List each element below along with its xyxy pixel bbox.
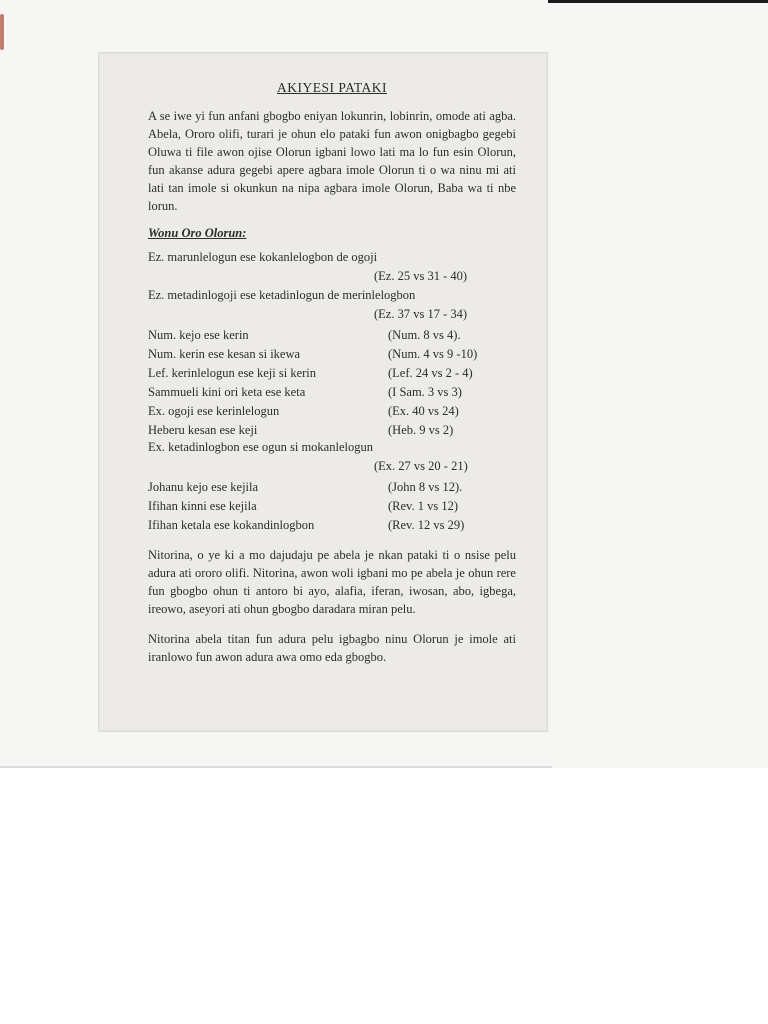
scanner-edge-mark	[0, 14, 4, 50]
reference-row	[148, 420, 516, 439]
reference-row	[148, 363, 516, 382]
reference-cite: (Heb. 9 vs 2)	[388, 422, 454, 437]
reference-row	[148, 477, 516, 496]
reference-text: Ex. ketadinlogbon ese ogun si mokanlelogun	[148, 440, 373, 454]
reference-cite: (Ex. 27 vs 20 - 21)	[374, 459, 468, 473]
section-subheading: Wonu Oro Olorun:	[148, 226, 247, 240]
reference-text: Heberu kesan ese keji	[148, 422, 258, 437]
reference-text: Lef. kerinlelogun ese keji si kerin	[148, 365, 316, 380]
reference-cite: (Num. 8 vs 4).	[388, 327, 461, 342]
reference-cite: (I Sam. 3 vs 3)	[388, 384, 462, 399]
reference-row	[148, 344, 516, 363]
reference-row	[148, 325, 516, 344]
body-paragraph-1: Nitorina, o ye ki a mo dajudaju pe abela je nkan pataki ti o nsise pelu adura ati ororo olifi. Nitorina, awon woli igbani mo pe abela je ohun rere fun gbogbo ohun ti antoro bi ayo, alafia, iferan, iwosan, abo, igbega, ireowo, aseyori ati ohun gbogbo daradara miran pelu.	[148, 548, 516, 616]
reference-row	[148, 496, 516, 515]
reference-row	[148, 515, 516, 534]
document-title: AKIYESI PATAKI	[276, 80, 388, 95]
reference-text: Ez. metadinlogoji ese ketadinlogun de merinlelogbon	[148, 288, 416, 302]
reference-cite: (Ez. 37 vs 17 - 34)	[374, 307, 468, 321]
reference-cite: (Num. 4 vs 9 -10)	[388, 346, 478, 361]
scan-bottom-edge	[0, 766, 552, 768]
scanner-edge-line	[548, 0, 768, 3]
reference-text: Ifihan ketala ese kokandinlogbon	[148, 517, 315, 532]
reference-row	[148, 401, 516, 420]
reference-text: Ez. marunlelogun ese kokanlelogbon de ogoji	[148, 250, 378, 264]
reference-cite: (Ex. 40 vs 24)	[388, 403, 459, 418]
document-body	[148, 80, 516, 666]
intro-paragraph: A se iwe yi fun anfani gbogbo eniyan lokunrin, lobinrin, omode ati agba. Abela, Ororo olifi, turari je ohun elo pataki fun awon onigbagbo gegebi Oluwa ti file awon ojise Olorun igbani lowo lati ma lo fun esin Olorun, fun akanse adura gegebi apere agbara imole Olorun ti o wa ninu mi ati lati tan imole si okunkun na nipa agbara imole Olorun, Baba wa ti nbe lorun.	[148, 109, 516, 213]
reference-cite: (Rev. 1 vs 12)	[388, 498, 459, 513]
reference-row	[148, 382, 516, 401]
reference-list	[148, 249, 516, 534]
reference-cite: (John 8 vs 12).	[388, 479, 463, 494]
reference-cite: (Lef. 24 vs 2 - 4)	[388, 365, 473, 380]
body-paragraph-2: Nitorina abela titan fun adura pelu igbagbo ninu Olorun je imole ati iranlowo fun awon adura awa omo eda gbogbo.	[148, 632, 516, 664]
reference-cite: (Rev. 12 vs 29)	[388, 517, 465, 532]
reference-text: Ex. ogoji ese kerinlelogun	[148, 403, 280, 418]
reference-text: Ifihan kinni ese kejila	[148, 498, 257, 513]
reference-text: Sammueli kini ori keta ese keta	[148, 384, 306, 399]
reference-text: Num. kejo ese kerin	[148, 327, 249, 342]
reference-cite: (Ez. 25 vs 31 - 40)	[374, 269, 468, 283]
reference-text: Num. kerin ese kesan si ikewa	[148, 346, 301, 361]
reference-text: Johanu kejo ese kejila	[148, 479, 259, 494]
